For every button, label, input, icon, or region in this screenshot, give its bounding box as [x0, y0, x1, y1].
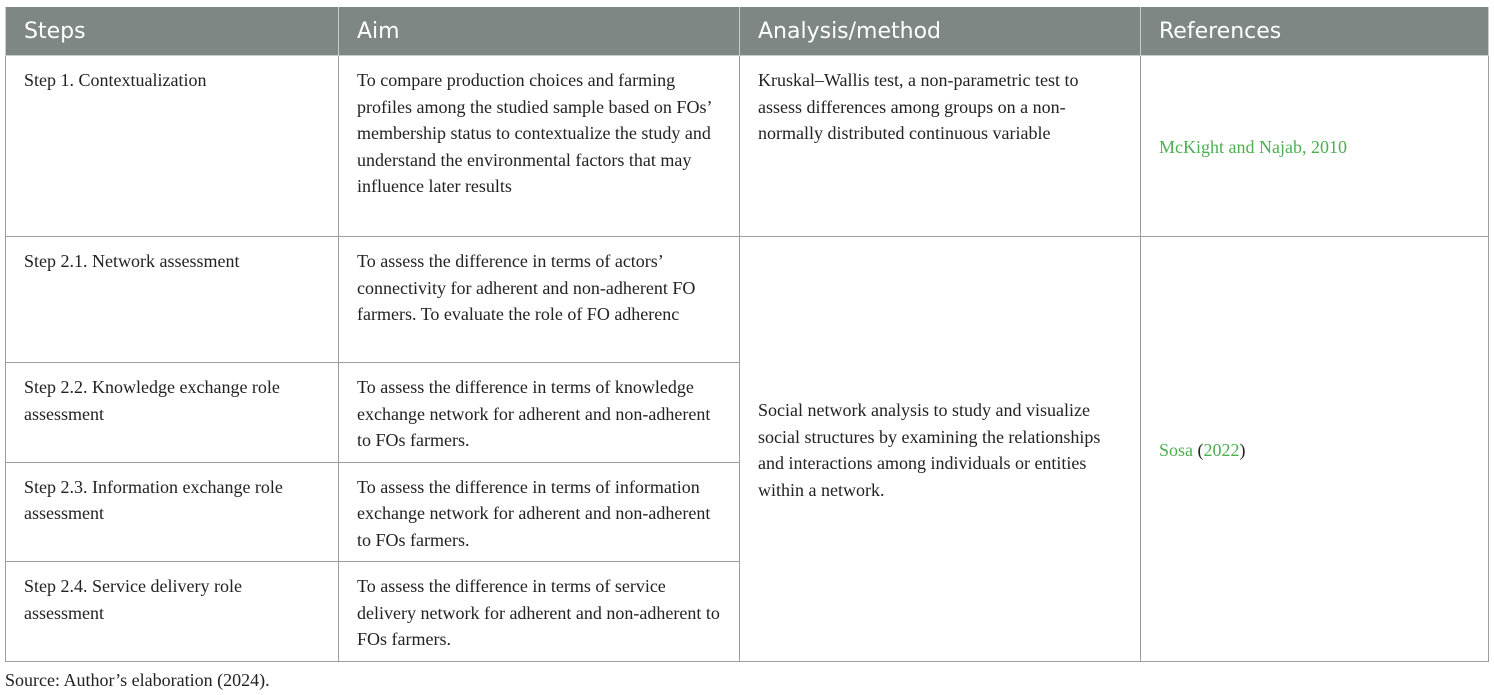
reference-author-link[interactable]: Sosa [1159, 440, 1194, 460]
aim-cell: To assess the difference in terms of information exchange network for adherent and non-adherent to FOs farmers. [339, 462, 740, 562]
column-header-references: References [1141, 7, 1489, 56]
methods-table-container [5, 7, 1488, 662]
aim-cell: To assess the difference in terms of service delivery network for adherent and non-adherent to FOs farmers. [339, 562, 740, 662]
table-header-row [6, 7, 1489, 56]
step-cell: Step 2.1. Network assessment [6, 237, 339, 363]
column-header-aim: Aim [339, 7, 740, 56]
table-row [6, 56, 1489, 237]
reference-year-link[interactable]: 2022 [1203, 440, 1240, 460]
step-cell: Step 2.3. Information exchange role assessment [6, 462, 339, 562]
step-cell: Step 1. Contextualization [6, 56, 339, 237]
reference-cell [1141, 56, 1489, 237]
reference-link[interactable]: McKight and Najab, 2010 [1159, 137, 1347, 158]
aim-cell: To assess the difference in terms of knowledge exchange network for adherent and non-adherent to FOs farmers. [339, 363, 740, 463]
aim-cell: To assess the difference in terms of actors’ connectivity for adherent and non-adherent FO farmers. To evaluate the role of FO adherenc [339, 237, 740, 363]
methods-table [5, 7, 1489, 662]
merged-method-cell: Social network analysis to study and visualize social structures by examining the relationships and interactions among individuals or entities within a network. [740, 237, 1141, 662]
aim-cell: To compare production choices and farming profiles among the studied sample based on FOs’ membership status to contextualize the study and understand the environmental factors that may influence later results [339, 56, 740, 237]
method-cell: Kruskal–Wallis test, a non-parametric test to assess differences among groups on a non-normally distributed continuous variable [740, 56, 1141, 237]
reference-close-paren: ) [1239, 440, 1246, 460]
table-row [6, 237, 1489, 363]
source-note: Source: Author’s elaboration (2024). [5, 670, 270, 690]
column-header-steps: Steps [6, 7, 339, 56]
merged-reference-cell [1141, 237, 1489, 662]
step-cell: Step 2.4. Service delivery role assessment [6, 562, 339, 662]
column-header-analysis-method: Analysis/method [740, 7, 1141, 56]
step-cell: Step 2.2. Knowledge exchange role assessment [6, 363, 339, 463]
reference-open-paren: ( [1193, 440, 1204, 460]
